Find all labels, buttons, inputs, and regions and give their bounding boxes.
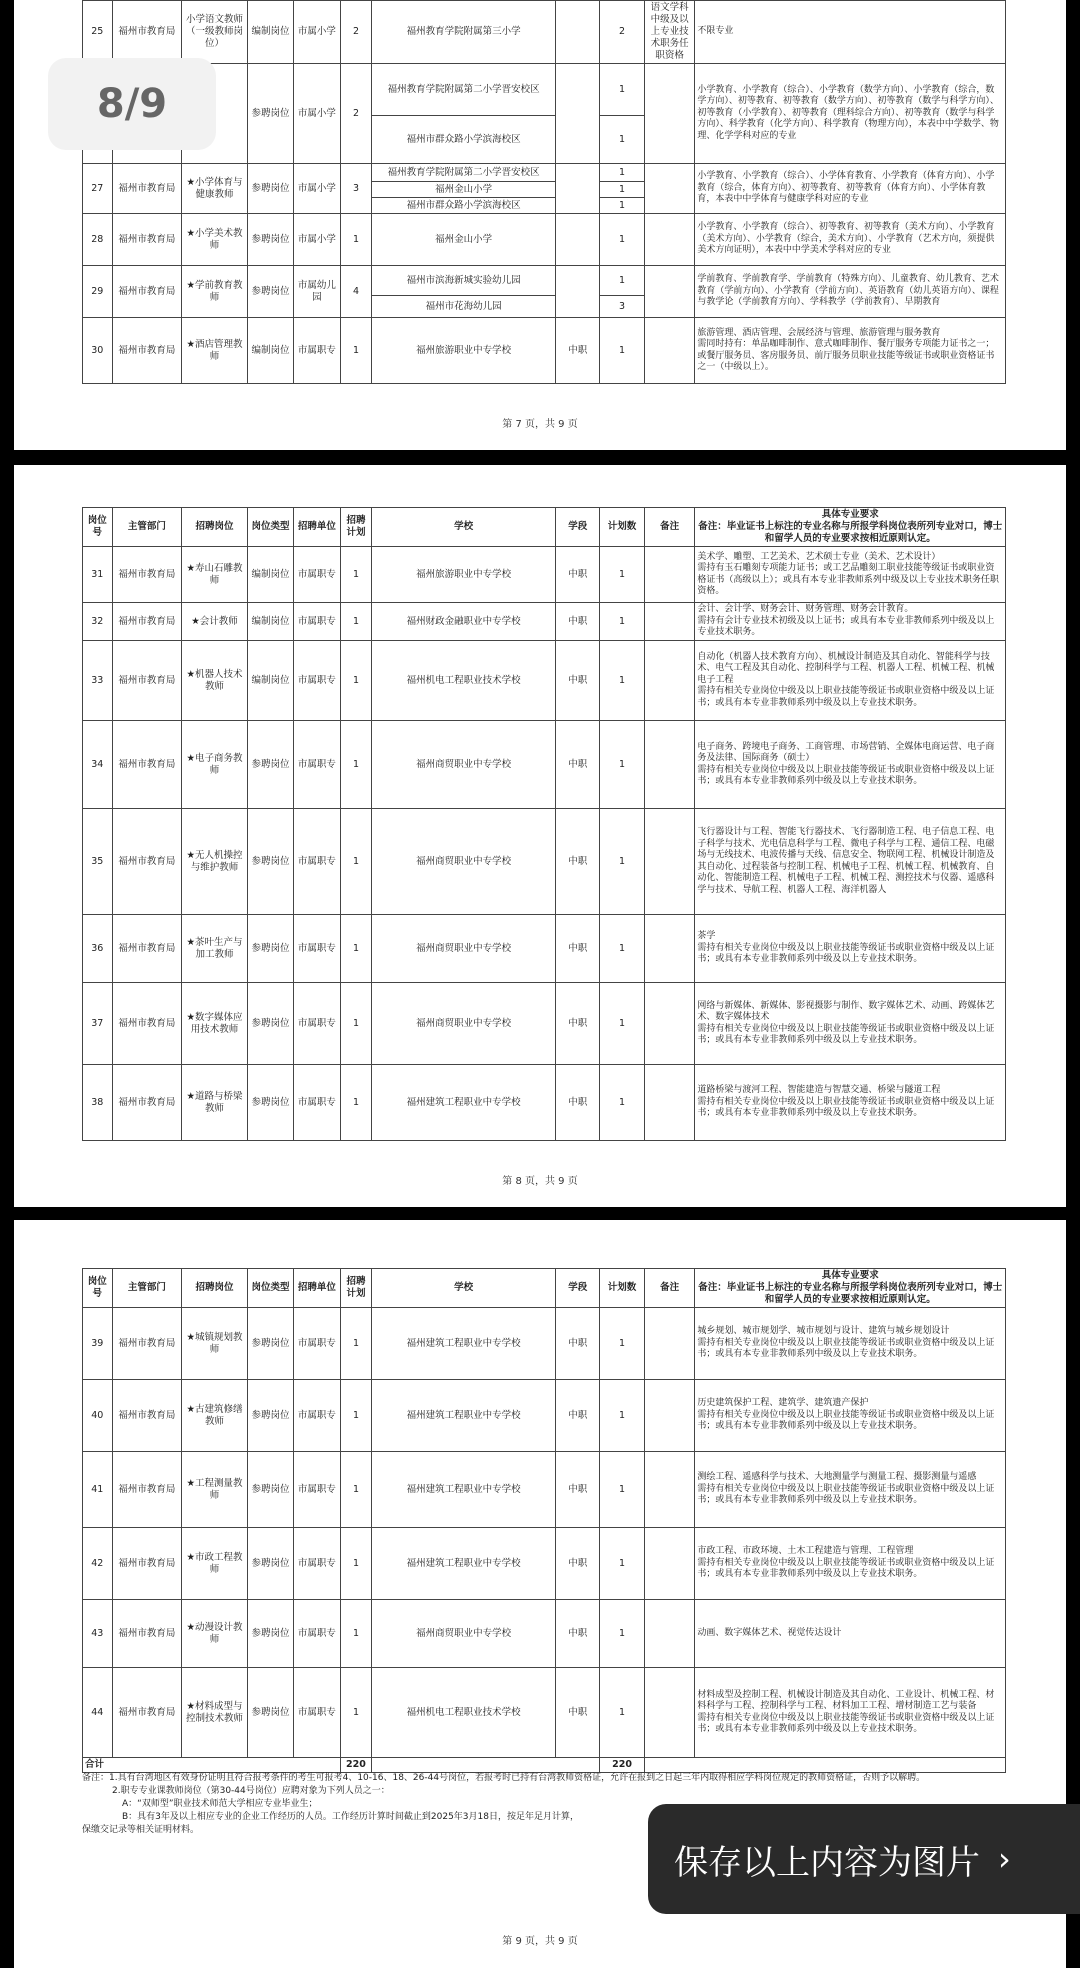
table-row <box>83 983 1006 1065</box>
cell-type: 参聘岗位 <box>247 1308 293 1380</box>
cell-dept: 福州市教育局 <box>112 641 182 721</box>
cell-req: 不限专业 <box>695 1 1006 64</box>
table-row <box>83 809 1006 915</box>
table-row <box>83 1452 1006 1528</box>
cell-count: 1 <box>600 198 644 214</box>
note-line: B：具有3年及以上相应专业的企业工作经历的人员。工作经历计算时间截止到2025年3月18日，按足年足月计算， <box>122 1812 579 1822</box>
cell-remark <box>644 214 695 266</box>
column-header: 招聘岗位 <box>182 1269 247 1308</box>
table-row <box>83 641 1006 721</box>
cell-remark <box>644 1600 695 1668</box>
cell-count: 1 <box>600 983 644 1065</box>
table-row <box>83 721 1006 809</box>
cell-no: 30 <box>83 318 113 384</box>
page-footer: 第 8 页，共 9 页 <box>502 1176 578 1187</box>
cell-dept: 福州市教育局 <box>112 809 182 915</box>
cell-type: 参聘岗位 <box>247 1452 293 1528</box>
cell-school: 福州机电工程职业技术学校 <box>372 641 556 721</box>
cell-req: 动画、数字媒体艺术、视觉传达设计 <box>695 1600 1006 1668</box>
cell-unit: 市属职专 <box>294 641 340 721</box>
cell-no: 29 <box>83 266 113 318</box>
cell-count: 1 <box>600 1380 644 1452</box>
cell-type: 编制岗位 <box>247 603 293 641</box>
cell-plan: 1 <box>340 915 372 983</box>
cell-unit: 市属职专 <box>294 915 340 983</box>
cell-type: 编制岗位 <box>247 641 293 721</box>
table-row <box>83 1528 1006 1600</box>
cell-plan: 1 <box>340 1380 372 1452</box>
cell-unit: 市属职专 <box>294 983 340 1065</box>
cell-req: 市政工程、市政环境、土木工程建造与管理、工程管理 需持有相关专业岗位中级及以上职业技能等级证书或职业资格中级及以上证书；或具有本专业非教师系列中级及以上专业技术职务。 <box>695 1528 1006 1600</box>
cell-stage: 中职 <box>556 1380 600 1452</box>
table-row <box>83 547 1006 603</box>
note-line: 备注：1.具有台湾地区有效身份证明且符合报考条件的考生可报考4、10-16、18、26-44号岗位，若报考时已持有台湾教师资格证，允许在报到之日起三年内取得相应学科岗位规定的教师资格证，否则予以解聘。 <box>82 1773 926 1783</box>
note-line: 2.职专专业课教师岗位（第30-44号岗位）应聘对象为下列人员之一： <box>112 1786 390 1796</box>
cell-post: ★寿山石雕教师 <box>182 547 247 603</box>
cell-type: 参聘岗位 <box>247 915 293 983</box>
cell-plan: 1 <box>340 547 372 603</box>
cell-school: 福州财政金融职业中专学校 <box>372 603 556 641</box>
column-header: 招聘单位 <box>294 508 340 547</box>
cell-remark <box>644 721 695 809</box>
column-header: 岗位类型 <box>247 508 293 547</box>
cell-req: 小学教育、小学教育（综合）、小学体育教育、小学教育（体育方向）、小学教育（综合，体育方向）、初等教育、初等教育（体育方向）、小学体育教育，本表中中学体育与健康学科对应的专业 <box>695 164 1006 214</box>
cell-remark <box>644 164 695 214</box>
cell-count: 1 <box>600 1668 644 1758</box>
table-row <box>83 64 1006 116</box>
cell-school: 福州市群众路小学滨海校区 <box>372 198 556 214</box>
cell-dept: 福州市教育局 <box>112 1600 182 1668</box>
cell-stage: 中职 <box>556 721 600 809</box>
column-header: 计划数 <box>600 508 644 547</box>
cell-req: 小学教育、小学教育（综合）、小学教育（数学方向）、小学教育（综合，数学方向）、初等教育、初等教育（数学方向）、初等教育（数学与科学方向）、初等教育（小学教育）、初等教育（理科综合方向）、初等教育（数学与科学方向）、科学教育（化学方向）、科学教育（物理方向），本表中中学数学、物理、化学学科对应的专业 <box>695 64 1006 164</box>
page-indicator-badge: 8/9 <box>48 58 216 150</box>
cell-school: 福州金山小学 <box>372 182 556 198</box>
cell-unit: 市属职专 <box>294 1528 340 1600</box>
cell-stage: 中职 <box>556 547 600 603</box>
cell-plan: 1 <box>340 1065 372 1141</box>
page-footer: 第 9 页，共 9 页 <box>502 1936 578 1947</box>
column-header: 备注 <box>644 508 695 547</box>
cell-school: 福州教育学院附属第三小学 <box>372 1 556 64</box>
column-header: 招聘计划 <box>340 508 372 547</box>
table-row <box>83 1668 1006 1758</box>
cell-school: 福州教育学院附属第二小学晋安校区 <box>372 64 556 116</box>
cell-post: ★酒店管理教师 <box>182 318 247 384</box>
save-as-image-button[interactable] <box>648 1804 1080 1914</box>
cell-req: 材料成型及控制工程、机械设计制造及其自动化、工业设计、机械工程、材料科学与工程、控制科学与工程、材料加工工程、增材制造工艺与装备 需持有相关专业岗位中级及以上职业技能等级证书或职业资格中级及以上证书；或具有本专业非教师系列中级及以上专业技术职务。 <box>695 1668 1006 1758</box>
cell-stage: 中职 <box>556 1308 600 1380</box>
recruitment-table-page-9 <box>82 1268 1006 1773</box>
recruitment-table-page-7 <box>82 0 1006 384</box>
cell-unit: 市属职专 <box>294 809 340 915</box>
cell-plan: 2 <box>340 1 372 64</box>
cell-remark <box>644 915 695 983</box>
cell-post: ★无人机操控与维护教师 <box>182 809 247 915</box>
cell-req: 学前教育、学前教育学、学前教育（特殊方向）、儿童教育、幼儿教育、艺术教育（学前方向）、小学教育（学前方向）、英语教育（幼儿英语方向）、课程与教学论（学前教育方向）、学科教学（学前教育）、早期教育 <box>695 266 1006 318</box>
page-footer: 第 7 页，共 9 页 <box>502 419 578 430</box>
cell-req: 小学教育、小学教育（综合）、初等教育、初等教育（美术方向）、小学教育（美术方向）、小学教育（综合，美术方向）、小学教育（艺术方向，须提供美术方向证明），本表中中学美术学科对应的专业 <box>695 214 1006 266</box>
column-header: 主管部门 <box>112 508 182 547</box>
cell-dept: 福州市教育局 <box>112 1380 182 1452</box>
cell-post: ★小学体育与健康教师 <box>182 164 247 214</box>
cell-plan: 2 <box>340 64 372 164</box>
cell-no: 38 <box>83 1065 113 1141</box>
cell-unit: 市属职专 <box>294 1452 340 1528</box>
cell-no: 37 <box>83 983 113 1065</box>
cell-no: 27 <box>83 164 113 214</box>
cell-count: 1 <box>600 116 644 164</box>
note-line: 保缴交记录等相关证明材料。 <box>82 1825 200 1835</box>
cell-plan: 3 <box>340 164 372 214</box>
table-row <box>83 214 1006 266</box>
column-header: 学校 <box>372 1269 556 1308</box>
cell-stage <box>556 164 600 214</box>
cell-type: 参聘岗位 <box>247 1528 293 1600</box>
table-row <box>83 1065 1006 1141</box>
cell-count: 1 <box>600 1065 644 1141</box>
cell-req: 旅游管理、酒店管理、会展经济与管理、旅游管理与服务教育 需同时持有：单品咖啡制作、意式咖啡制作、餐厅服务专项能力证书之一；或餐厅服务员、客房服务员、前厅服务员职业技能等级证书或职业资格证书之一（中级以上）。 <box>695 318 1006 384</box>
cell-school: 福州商贸职业中专学校 <box>372 915 556 983</box>
cell-count: 1 <box>600 1452 644 1528</box>
cell-post: ★工程测量教师 <box>182 1452 247 1528</box>
column-header: 学段 <box>556 508 600 547</box>
column-header: 岗位类型 <box>247 1269 293 1308</box>
cell-plan: 1 <box>340 318 372 384</box>
table-header-row <box>83 1269 1006 1308</box>
cell-school: 福州商贸职业中专学校 <box>372 809 556 915</box>
total-empty <box>644 1758 1005 1773</box>
column-header: 岗位号 <box>83 1269 113 1308</box>
cell-plan: 1 <box>340 641 372 721</box>
cell-plan: 1 <box>340 1528 372 1600</box>
cell-remark <box>644 603 695 641</box>
cell-school: 福州机电工程职业技术学校 <box>372 1668 556 1758</box>
cell-remark <box>644 547 695 603</box>
cell-type: 参聘岗位 <box>247 214 293 266</box>
table-row <box>83 1600 1006 1668</box>
cell-type: 参聘岗位 <box>247 266 293 318</box>
cell-dept: 福州市教育局 <box>112 721 182 809</box>
cell-dept: 福州市教育局 <box>112 547 182 603</box>
cell-stage: 中职 <box>556 915 600 983</box>
cell-unit: 市属小学 <box>294 164 340 214</box>
cell-count: 1 <box>600 266 644 296</box>
table-row <box>83 603 1006 641</box>
cell-post: ★动漫设计教师 <box>182 1600 247 1668</box>
cell-dept: 福州市教育局 <box>112 164 182 214</box>
cell-req: 测绘工程、遥感科学与技术、大地测量学与测量工程、摄影测量与遥感 需持有相关专业岗位中级及以上职业技能等级证书或职业资格中级及以上证书；或具有本专业非教师系列中级及以上专业技术职务。 <box>695 1452 1006 1528</box>
cell-school: 福州商贸职业中专学校 <box>372 1600 556 1668</box>
cell-school: 福州旅游职业中专学校 <box>372 547 556 603</box>
column-header: 具体专业要求 备注：毕业证书上标注的专业名称与所报学科岗位表所列专业对口，博士和留学人员的专业要求按相近原则认定。 <box>695 1269 1006 1308</box>
cell-plan: 1 <box>340 721 372 809</box>
cell-remark <box>644 809 695 915</box>
cell-unit: 市属职专 <box>294 603 340 641</box>
column-header: 招聘计划 <box>340 1269 372 1308</box>
cell-req: 自动化（机器人技术教育方向）、机械设计制造及其自动化、智能科学与技术、电气工程及其自动化、控制科学与工程、机器人工程、机械工程、机械电子工程 需持有相关专业岗位中级及以上职业技能等级证书或职业资格中级及以上证书；或具有本专业非教师系列中级及以上专业技术职务。 <box>695 641 1006 721</box>
cell-post: ★电子商务教师 <box>182 721 247 809</box>
cell-no: 40 <box>83 1380 113 1452</box>
table-row <box>83 318 1006 384</box>
column-header: 主管部门 <box>112 1269 182 1308</box>
column-header: 招聘单位 <box>294 1269 340 1308</box>
cell-count: 1 <box>600 915 644 983</box>
cell-type: 参聘岗位 <box>247 164 293 214</box>
cell-type: 参聘岗位 <box>247 1380 293 1452</box>
total-count: 220 <box>600 1758 644 1773</box>
cell-type: 编制岗位 <box>247 547 293 603</box>
cell-count: 1 <box>600 214 644 266</box>
cell-plan: 1 <box>340 809 372 915</box>
cell-no: 42 <box>83 1528 113 1600</box>
cell-school: 福州建筑工程职业中专学校 <box>372 1308 556 1380</box>
cell-dept: 福州市教育局 <box>112 1065 182 1141</box>
cell-stage: 中职 <box>556 603 600 641</box>
cell-dept: 福州市教育局 <box>112 1528 182 1600</box>
cell-post: ★城镇规划教师 <box>182 1308 247 1380</box>
cell-stage: 中职 <box>556 641 600 721</box>
cell-no: 25 <box>83 1 113 64</box>
cell-stage: 中职 <box>556 1600 600 1668</box>
cell-no: 33 <box>83 641 113 721</box>
cell-type: 参聘岗位 <box>247 1065 293 1141</box>
cell-post: ★数字媒体应用技术教师 <box>182 983 247 1065</box>
cell-school: 福州商贸职业中专学校 <box>372 983 556 1065</box>
cell-stage: 中职 <box>556 1668 600 1758</box>
cell-remark <box>644 641 695 721</box>
table-row <box>83 1308 1006 1380</box>
table-row <box>83 915 1006 983</box>
cell-no: 41 <box>83 1452 113 1528</box>
cell-remark: 语文学科中级及以上专业技术职务任职资格 <box>644 1 695 64</box>
cell-req: 会计、会计学、财务会计、财务管理、财务会计教育。 需持有会计专业技术初级及以上证书；或具有本专业非教师系列中级及以上专业技术职务。 <box>695 603 1006 641</box>
column-header: 岗位号 <box>83 508 113 547</box>
cell-stage <box>556 64 600 164</box>
cell-post: ★道路与桥梁教师 <box>182 1065 247 1141</box>
cell-no: 34 <box>83 721 113 809</box>
cell-count: 1 <box>600 547 644 603</box>
column-header: 计划数 <box>600 1269 644 1308</box>
cell-remark <box>644 64 695 164</box>
column-header: 学校 <box>372 508 556 547</box>
cell-unit: 市属职专 <box>294 1380 340 1452</box>
cell-req: 飞行器设计与工程、智能飞行器技术、飞行器制造工程、电子信息工程、电子科学与技术、光电信息科学与工程、微电子科学与工程、通信工程、电磁场与无线技术、电波传播与天线、信息安全、物联网工程、机械设计制造及其自动化、过程装备与控制工程、机械电子工程、机械工程、机械教育、自动化、智能制造工程、机械电子工程、机械工程、测控技术与仪器、遥感科学与技术、导航工程、机器人工程、海洋机器人 <box>695 809 1006 915</box>
cell-type: 参聘岗位 <box>247 721 293 809</box>
cell-remark <box>644 1308 695 1380</box>
cell-type: 参聘岗位 <box>247 983 293 1065</box>
cell-dept: 福州市教育局 <box>112 1668 182 1758</box>
cell-no: 31 <box>83 547 113 603</box>
cell-stage: 中职 <box>556 1452 600 1528</box>
cell-remark <box>644 266 695 318</box>
cell-post: ★古建筑修缮教师 <box>182 1380 247 1452</box>
column-header: 具体专业要求 备注：毕业证书上标注的专业名称与所报学科岗位表所列专业对口，博士和留学人员的专业要求按相近原则认定。 <box>695 508 1006 547</box>
cell-type: 参聘岗位 <box>247 1600 293 1668</box>
cell-dept: 福州市教育局 <box>112 1 182 64</box>
cell-unit: 市属小学 <box>294 64 340 164</box>
cell-unit: 市属职专 <box>294 547 340 603</box>
cell-no: 35 <box>83 809 113 915</box>
total-row <box>83 1758 1006 1773</box>
cell-unit: 市属职专 <box>294 1308 340 1380</box>
cell-plan: 1 <box>340 1600 372 1668</box>
cell-plan: 1 <box>340 214 372 266</box>
cell-dept: 福州市教育局 <box>112 1308 182 1380</box>
table-header-row <box>83 508 1006 547</box>
total-plan: 220 <box>340 1758 372 1773</box>
cell-unit: 市属小学 <box>294 214 340 266</box>
total-label: 合计 <box>83 1758 341 1773</box>
cell-stage <box>556 214 600 266</box>
recruitment-table-page-8 <box>82 507 1006 1141</box>
cell-remark <box>644 983 695 1065</box>
cell-count: 1 <box>600 64 644 116</box>
cell-remark <box>644 1065 695 1141</box>
cell-req: 历史建筑保护工程、建筑学、建筑遗产保护 需持有相关专业岗位中级及以上职业技能等级证书或职业资格中级及以上证书；或具有本专业非教师系列中级及以上专业技术职务。 <box>695 1380 1006 1452</box>
cell-school: 福州市滨海新城实验幼儿园 <box>372 266 556 296</box>
cell-count: 1 <box>600 1308 644 1380</box>
cell-count: 1 <box>600 164 644 182</box>
cell-no: 32 <box>83 603 113 641</box>
cell-school: 福州建筑工程职业中专学校 <box>372 1528 556 1600</box>
cell-req: 茶学 需持有相关专业岗位中级及以上职业技能等级证书或职业资格中级及以上证书；或具有本专业非教师系列中级及以上专业技术职务。 <box>695 915 1006 983</box>
save-button-label: 保存以上内容为图片 <box>674 1842 980 1883</box>
cell-count: 2 <box>600 1 644 64</box>
cell-post: ★会计教师 <box>182 603 247 641</box>
cell-school: 福州建筑工程职业中专学校 <box>372 1452 556 1528</box>
total-empty <box>372 1758 600 1773</box>
cell-unit: 市属小学 <box>294 1 340 64</box>
cell-count: 1 <box>600 809 644 915</box>
cell-count: 1 <box>600 318 644 384</box>
table-row <box>83 266 1006 296</box>
cell-plan: 1 <box>340 1668 372 1758</box>
cell-post: ★学前教育教师 <box>182 266 247 318</box>
cell-stage <box>556 1 600 64</box>
column-header: 招聘岗位 <box>182 508 247 547</box>
cell-stage <box>556 266 600 318</box>
cell-unit: 市属职专 <box>294 1668 340 1758</box>
cell-no: 39 <box>83 1308 113 1380</box>
cell-req: 电子商务、跨境电子商务、工商管理、市场营销、全媒体电商运营、电子商务及法律、国际商务（硕士） 需持有相关专业岗位中级及以上职业技能等级证书或职业资格中级及以上证书；或具有本专业非教师系列中级及以上专业技术职务。 <box>695 721 1006 809</box>
cell-unit: 市属职专 <box>294 318 340 384</box>
cell-count: 1 <box>600 721 644 809</box>
cell-unit: 市属职专 <box>294 1065 340 1141</box>
cell-plan: 4 <box>340 266 372 318</box>
cell-no: 28 <box>83 214 113 266</box>
cell-plan: 1 <box>340 983 372 1065</box>
cell-type: 参聘岗位 <box>247 809 293 915</box>
cell-count: 1 <box>600 603 644 641</box>
cell-type: 编制岗位 <box>247 1 293 64</box>
cell-stage: 中职 <box>556 1528 600 1600</box>
cell-dept: 福州市教育局 <box>112 603 182 641</box>
cell-stage: 中职 <box>556 809 600 915</box>
cell-no: 43 <box>83 1600 113 1668</box>
cell-remark <box>644 1452 695 1528</box>
cell-plan: 1 <box>340 603 372 641</box>
cell-type: 参聘岗位 <box>247 64 293 164</box>
cell-remark <box>644 1668 695 1758</box>
cell-school: 福州金山小学 <box>372 214 556 266</box>
cell-school: 福州旅游职业中专学校 <box>372 318 556 384</box>
cell-school: 福州建筑工程职业中专学校 <box>372 1065 556 1141</box>
cell-dept: 福州市教育局 <box>112 915 182 983</box>
chevron-right-icon: › <box>998 1840 1011 1878</box>
cell-req: 道路桥梁与渡河工程、智能建造与智慧交通、桥梁与隧道工程 需持有相关专业岗位中级及以上职业技能等级证书或职业资格中级及以上证书；或具有本专业非教师系列中级及以上专业技术职务。 <box>695 1065 1006 1141</box>
cell-dept: 福州市教育局 <box>112 266 182 318</box>
cell-dept: 福州市教育局 <box>112 1452 182 1528</box>
cell-req: 美术学、雕塑、工艺美术、艺术硕士专业（美术、艺术设计） 需持有玉石雕刻专项能力证书；或工艺品雕刻工职业技能等级证书或职业资格证书（高级以上）；或具有本专业非教师系列中级及以上专业技术职务任职资格。 <box>695 547 1006 603</box>
table-row <box>83 1 1006 64</box>
cell-count: 3 <box>600 296 644 318</box>
cell-count: 1 <box>600 1600 644 1668</box>
cell-plan: 1 <box>340 1308 372 1380</box>
table-row <box>83 164 1006 182</box>
cell-post: ★小学美术教师 <box>182 214 247 266</box>
cell-count: 1 <box>600 182 644 198</box>
cell-remark <box>644 1380 695 1452</box>
cell-post: ★材料成型与控制技术教师 <box>182 1668 247 1758</box>
document-page-8 <box>14 465 1066 1207</box>
cell-no: 36 <box>83 915 113 983</box>
cell-stage: 中职 <box>556 1065 600 1141</box>
cell-school: 福州市群众路小学滨海校区 <box>372 116 556 164</box>
cell-post: ★机器人技术教师 <box>182 641 247 721</box>
table-row <box>83 1380 1006 1452</box>
cell-dept: 福州市教育局 <box>112 983 182 1065</box>
cell-unit: 市属职专 <box>294 721 340 809</box>
cell-remark <box>644 318 695 384</box>
cell-post: ★茶叶生产与加工教师 <box>182 915 247 983</box>
cell-req: 城乡规划、城市规划学、城市规划与设计、建筑与城乡规划设计 需持有相关专业岗位中级及以上职业技能等级证书或职业资格中级及以上证书；或具有本专业非教师系列中级及以上专业技术职务。 <box>695 1308 1006 1380</box>
cell-school: 福州建筑工程职业中专学校 <box>372 1380 556 1452</box>
cell-school: 福州市花海幼儿园 <box>372 296 556 318</box>
cell-remark <box>644 1528 695 1600</box>
cell-unit: 市属职专 <box>294 1600 340 1668</box>
cell-stage: 中职 <box>556 318 600 384</box>
cell-type: 编制岗位 <box>247 318 293 384</box>
column-header: 备注 <box>644 1269 695 1308</box>
cell-dept: 福州市教育局 <box>112 318 182 384</box>
cell-unit: 市属幼儿园 <box>294 266 340 318</box>
cell-school: 福州商贸职业中专学校 <box>372 721 556 809</box>
cell-count: 1 <box>600 1528 644 1600</box>
cell-school: 福州教育学院附属第二小学晋安校区 <box>372 164 556 182</box>
cell-no: 44 <box>83 1668 113 1758</box>
cell-post: 小学语文教师（一级教师岗位） <box>182 1 247 64</box>
column-header: 学段 <box>556 1269 600 1308</box>
cell-count: 1 <box>600 641 644 721</box>
cell-plan: 1 <box>340 1452 372 1528</box>
cell-dept: 福州市教育局 <box>112 214 182 266</box>
cell-type: 参聘岗位 <box>247 1668 293 1758</box>
cell-stage: 中职 <box>556 983 600 1065</box>
note-line: A：“双师型”职业技术师范大学相应专业毕业生； <box>122 1799 318 1809</box>
cell-post: ★市政工程教师 <box>182 1528 247 1600</box>
cell-req: 网络与新媒体、新媒体、影视摄影与制作、数字媒体艺术、动画、跨媒体艺术、数字媒体技术 需持有相关专业岗位中级及以上职业技能等级证书或职业资格中级及以上证书；或具有本专业非教师系列中级及以上专业技术职务。 <box>695 983 1006 1065</box>
